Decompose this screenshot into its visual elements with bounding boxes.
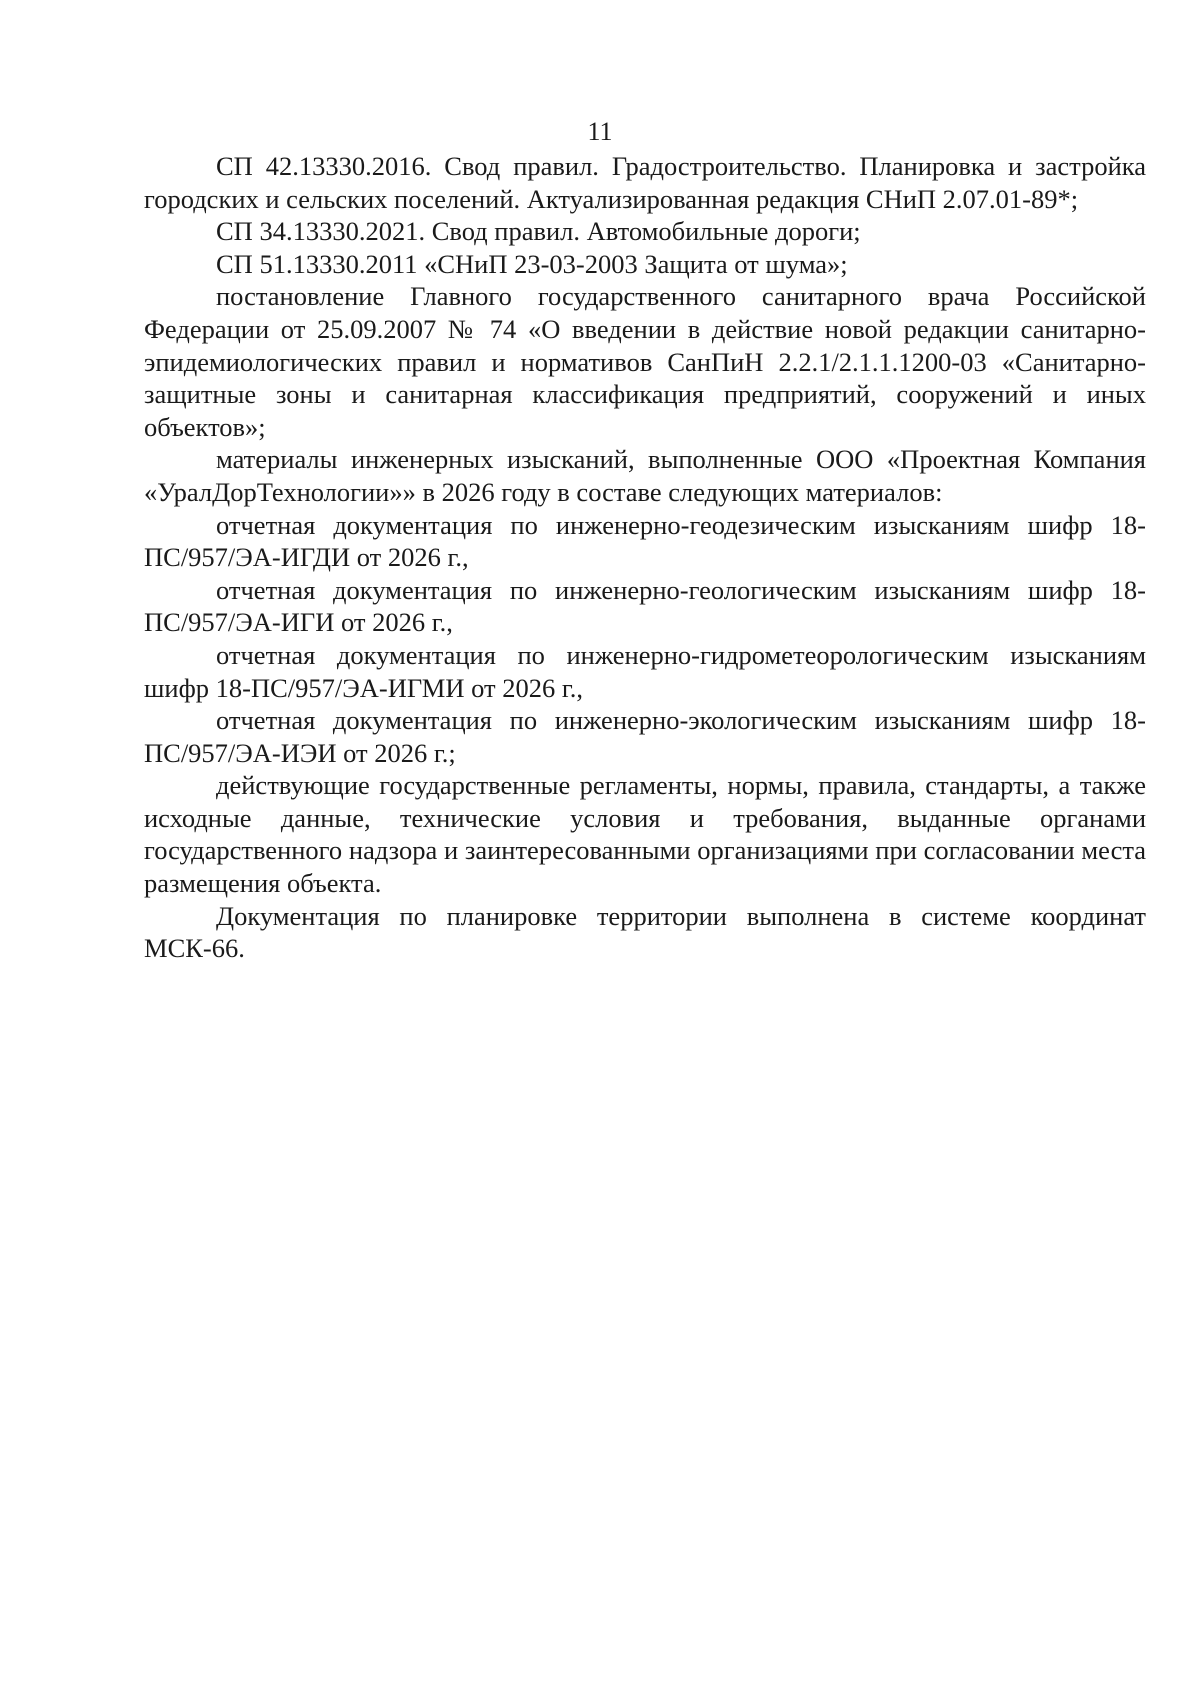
paragraph-sp-51: СП 51.13330.2011 «СНиП 23-03-2003 Защита от шума»; xyxy=(216,248,848,279)
paragraph-ecological-survey: отчетная документация по инженерно-экологическим изысканиям шифр 18-ПС/957/ЭА-ИЭИ от 2026 г.; xyxy=(144,705,1146,768)
paragraph-sp-34: СП 34.13330.2021. Свод правил. Автомобильные дороги; xyxy=(216,216,861,247)
paragraph-sp-42: СП 42.13330.2016. Свод правил. Градостроительство. Планировка и застройка городских и сельских поселений. Актуализированная редакция СНиП 2.07.01-89*; xyxy=(144,151,1146,214)
paragraph-regulations: действующие государственные регламенты, нормы, правила, стандарты, а также исходные данные, технические условия и требования, выданные органами государственного надзора и заинтересованными организациями при согласовании места размещения объекта. xyxy=(144,770,1146,899)
page-number: 11 xyxy=(587,117,613,146)
paragraph-geodetic-survey: отчетная документация по инженерно-геодезическим изысканиям шифр 18-ПС/957/ЭА-ИГДИ от 2026 г., xyxy=(144,509,1146,573)
document-body xyxy=(144,150,1146,965)
paragraph-hydrometeorological-survey: отчетная документация по инженерно-гидрометеорологическим изысканиям шифр 18-ПС/957/ЭА-ИГМИ от 2026 г., xyxy=(144,639,1146,703)
paragraph-survey-materials: материалы инженерных изысканий, выполненные ООО «Проектная Компания «УралДорТехнологии»» в 2026 году в составе следующих материалов: xyxy=(144,444,1146,507)
paragraph-sanpin-decree: постановление Главного государственного санитарного врача Российской Федерации от 25.09.2007 № 74 «О введении в действие новой редакции санитарно-эпидемиологических правил и нормативов СанПиН 2.2.1/2.1.1.1200-03 «Санитарно-защитные зоны и санитарная классификация предприятий, сооружений и иных объектов»; xyxy=(144,281,1146,442)
paragraph-geological-survey: отчетная документация по инженерно-геологическим изысканиям шифр 18-ПС/957/ЭА-ИГИ от 2026 г., xyxy=(144,574,1146,638)
paragraph-coordinate-system: Документация по планировке территории выполнена в системе координат МСК-66. xyxy=(144,900,1146,964)
